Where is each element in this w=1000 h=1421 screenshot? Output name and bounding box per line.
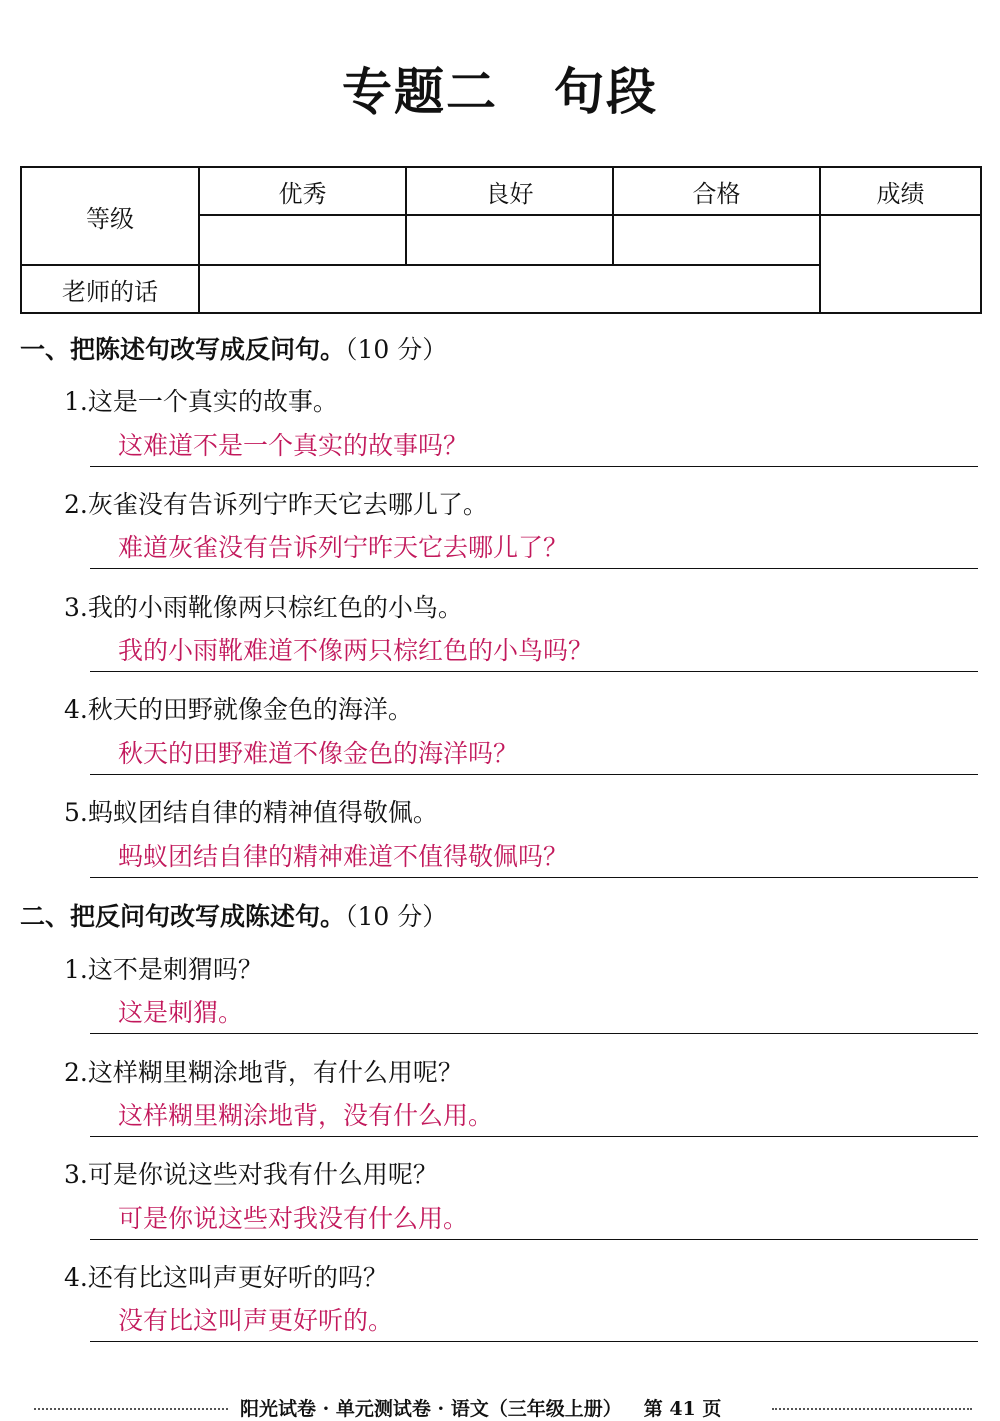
answer-text: 秋天的田野难道不像金色的海洋吗？ <box>118 739 519 768</box>
answer-text: 蚂蚁团结自律的精神难道不值得敬佩吗？ <box>118 842 569 871</box>
question: 1.这不是刺猬吗？ <box>64 955 263 984</box>
answer-text: 这难道不是一个真实的故事吗？ <box>118 431 469 460</box>
section2-points: （10 分） <box>345 902 448 931</box>
question: 3.我的小雨靴像两只棕红色的小鸟。 <box>64 593 463 622</box>
answer-line <box>90 524 978 569</box>
question: 2.这样糊里糊涂地背，有什么用呢？ <box>64 1058 463 1087</box>
answer-text: 我的小雨靴难道不像两只棕红色的小鸟吗？ <box>118 636 594 665</box>
answer-line <box>90 1195 978 1240</box>
teacher-comment-label: 老师的话 <box>21 265 199 313</box>
level-pass-cell <box>613 215 820 265</box>
score-header: 成绩 <box>820 167 981 215</box>
answer-text: 可是你说这些对我没有什么用。 <box>118 1204 469 1233</box>
title-part1: 专题二 <box>342 62 498 121</box>
section1-heading <box>20 330 447 366</box>
answer-line <box>90 1092 978 1137</box>
footer-title: 阳光试卷 · 单元测试卷 · 语文（三年级上册） <box>240 1398 622 1420</box>
answer-text: 没有比这叫声更好听的。 <box>118 1306 394 1335</box>
level-good: 良好 <box>406 167 613 215</box>
answer-line <box>90 1297 978 1342</box>
level-pass: 合格 <box>613 167 820 215</box>
answer-line <box>90 627 978 672</box>
footer-divider-left <box>34 1408 228 1410</box>
question: 3.可是你说这些对我有什么用呢？ <box>64 1160 438 1189</box>
section2-heading <box>20 897 447 933</box>
score-cell <box>820 215 981 313</box>
page-title <box>0 52 1000 124</box>
grade-table <box>20 166 982 314</box>
answer-text: 这样糊里糊涂地背，没有什么用。 <box>118 1101 494 1130</box>
level-excellent: 优秀 <box>199 167 406 215</box>
question: 2.灰雀没有告诉列宁昨天它去哪儿了。 <box>64 490 488 519</box>
section2-title: 二、把反问句改写成陈述句。 <box>20 902 346 931</box>
page-number: 第 41 页 <box>643 1398 722 1420</box>
answer-text: 这是刺猬。 <box>118 998 244 1027</box>
teacher-comment-cell <box>199 265 820 313</box>
question: 4.秋天的田野就像金色的海洋。 <box>64 695 413 724</box>
answer-line <box>90 833 978 878</box>
answer-line <box>90 989 978 1034</box>
answer-line <box>90 730 978 775</box>
level-excellent-cell <box>199 215 406 265</box>
section1-title: 一、把陈述句改写成反问句。 <box>20 335 346 364</box>
footer-divider-right <box>772 1408 972 1410</box>
answer-text: 难道灰雀没有告诉列宁昨天它去哪儿了？ <box>118 533 569 562</box>
answer-line <box>90 422 978 467</box>
title-part2: 句段 <box>554 62 658 121</box>
question: 5.蚂蚁团结自律的精神值得敬佩。 <box>64 798 438 827</box>
footer-text <box>240 1394 721 1421</box>
question: 4.还有比这叫声更好听的吗？ <box>64 1263 388 1292</box>
level-good-cell <box>406 215 613 265</box>
question: 1.这是一个真实的故事。 <box>64 387 338 416</box>
grade-label: 等级 <box>21 167 199 265</box>
section1-points: （10 分） <box>345 335 448 364</box>
